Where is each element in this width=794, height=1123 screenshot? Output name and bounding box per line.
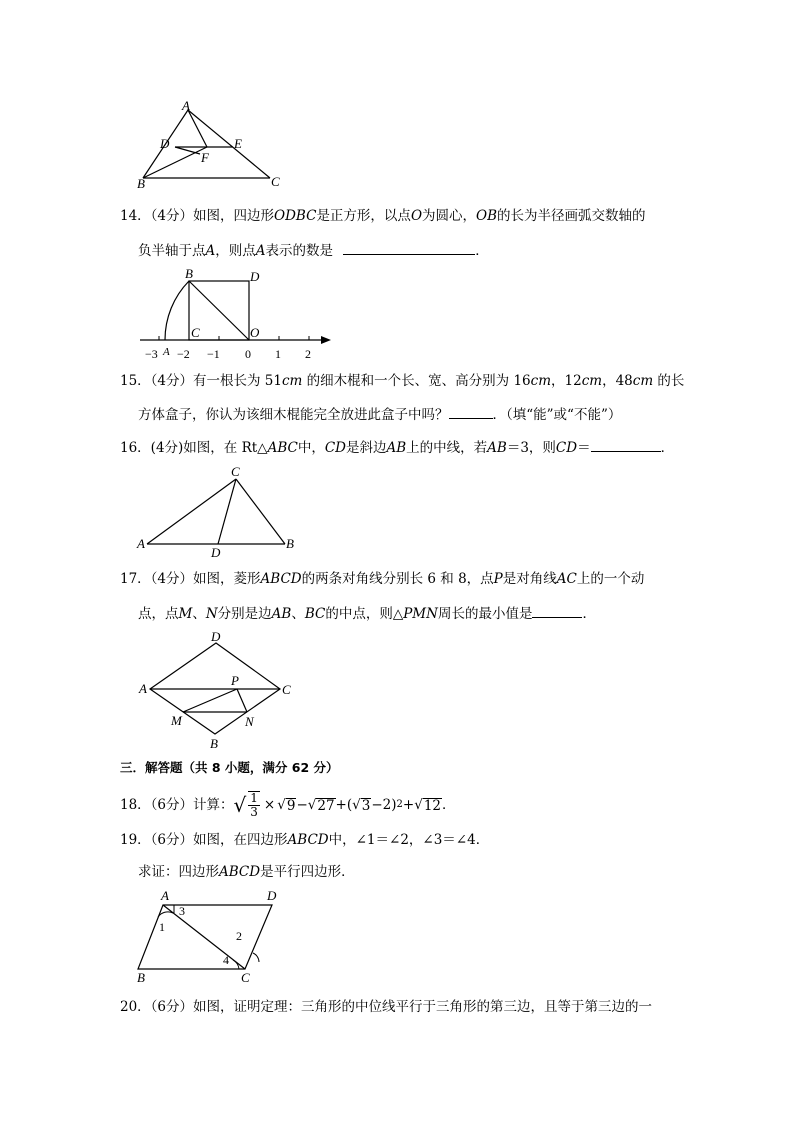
q14-line1: 14．（4分）如图，四边形ODBC是正方形，以点O为圆心，OB的长为半径画弧交数轴的 bbox=[120, 208, 646, 224]
q15-line1: 15．（4分）有一根长为 51cm 的细木棍和一个长、宽、高分别为 16cm，12cm，48cm 的长 bbox=[120, 373, 685, 389]
fig19-label-3: 3 bbox=[179, 904, 185, 918]
q19-line1: 19．（6分）如图，在四边形ABCD中，∠1＝∠2，∠3＝∠4． bbox=[120, 832, 490, 848]
figure-q13 bbox=[130, 100, 300, 195]
q17-line2: 点，点M、N分别是边AB、BC的中点，则△PMN周长的最小值是 ． bbox=[138, 603, 596, 623]
fig16-label-c: C bbox=[231, 464, 240, 479]
fig14-label-a: A bbox=[163, 346, 170, 358]
q18-line: 18．（6分）计算： √ $\frac{1}{3}$ × √ 9 − √ 27 +( √ 3 −2) 2 + √ 12 ． bbox=[120, 791, 456, 819]
q14-answer-blank[interactable] bbox=[343, 240, 475, 255]
fig19-label-2: 2 bbox=[236, 929, 242, 943]
fig14-label-o: O bbox=[250, 325, 260, 340]
fig14-tick-m1: −1 bbox=[207, 347, 220, 361]
fig14-tick-m2: −2 bbox=[177, 347, 190, 361]
fig14-label-c: C bbox=[191, 325, 200, 340]
fig19-label-a: A bbox=[161, 888, 169, 903]
fig19-label-c: C bbox=[241, 970, 250, 985]
fig13-label-f: F bbox=[201, 150, 209, 165]
q18-expression: √ $\frac{1}{3}$ × √ 9 − √ 27 +( √ 3 −2) 2 + √ 12 ． bbox=[233, 791, 456, 819]
q17-line1: 17．（4分）如图，菱形ABCD的两条对角线分别长 6 和 8，点P是对角线AC上的一个动 bbox=[120, 571, 645, 587]
figure-q19 bbox=[135, 885, 285, 985]
q15-answer-blank[interactable] bbox=[449, 404, 493, 419]
fig13-label-c: C bbox=[271, 174, 280, 189]
figure-q17 bbox=[135, 627, 305, 752]
fig13-label-e: E bbox=[234, 136, 242, 151]
q20-line1: 20．（6分）如图，证明定理：三角形的中位线平行于三角形的第三边，且等于第三边的一 bbox=[120, 999, 653, 1015]
fig17-label-p: P bbox=[231, 673, 239, 688]
q16-answer-blank[interactable] bbox=[591, 437, 661, 452]
figure-q14 bbox=[135, 265, 335, 365]
fig16-label-a: A bbox=[137, 536, 145, 551]
fig14-tick-m3: −3 bbox=[145, 347, 158, 361]
q16-line1: 16．(4分)如图，在 Rt△ABC中，CD是斜边AB上的中线，若AB＝3，则CD＝ ． bbox=[120, 437, 674, 457]
fig14-tick-1: 1 bbox=[275, 347, 281, 361]
fig19-label-d: D bbox=[267, 888, 277, 903]
fig13-label-a: A bbox=[182, 98, 190, 113]
fig13-label-d: D bbox=[160, 136, 170, 151]
figure-q16 bbox=[135, 462, 305, 560]
q15-line2: 方体盒子，你认为该细木棍能完全放进此盒子中吗？ ．（填“能”或“不能”） bbox=[138, 404, 621, 424]
fig14-tick-0: 0 bbox=[245, 347, 251, 361]
fig14-tick-2: 2 bbox=[305, 347, 311, 361]
fig17-label-n: N bbox=[245, 714, 254, 729]
q14-line2: 负半轴于点A，则点A表示的数是 ． bbox=[138, 240, 489, 260]
fig14-label-d: D bbox=[250, 269, 260, 284]
q17-answer-blank[interactable] bbox=[532, 603, 582, 618]
section-3-heading: 三．解答题（共 8 小题，满分 62 分） bbox=[120, 760, 339, 775]
fig17-label-b: B bbox=[210, 736, 218, 751]
fig16-label-d: D bbox=[211, 545, 221, 560]
fig13-label-b: B bbox=[137, 176, 145, 191]
fig17-label-d: D bbox=[211, 629, 221, 644]
fig19-label-1: 1 bbox=[159, 920, 165, 934]
fig14-label-b: B bbox=[185, 266, 193, 281]
fig17-label-m: M bbox=[171, 713, 182, 728]
fig17-label-c: C bbox=[282, 682, 291, 697]
fig17-label-a: A bbox=[139, 681, 147, 696]
fig16-label-b: B bbox=[286, 536, 294, 551]
fig19-label-4: 4 bbox=[223, 953, 229, 967]
fig19-label-b: B bbox=[137, 970, 145, 985]
q19-line2: 求证：四边形ABCD是平行四边形． bbox=[138, 864, 355, 880]
